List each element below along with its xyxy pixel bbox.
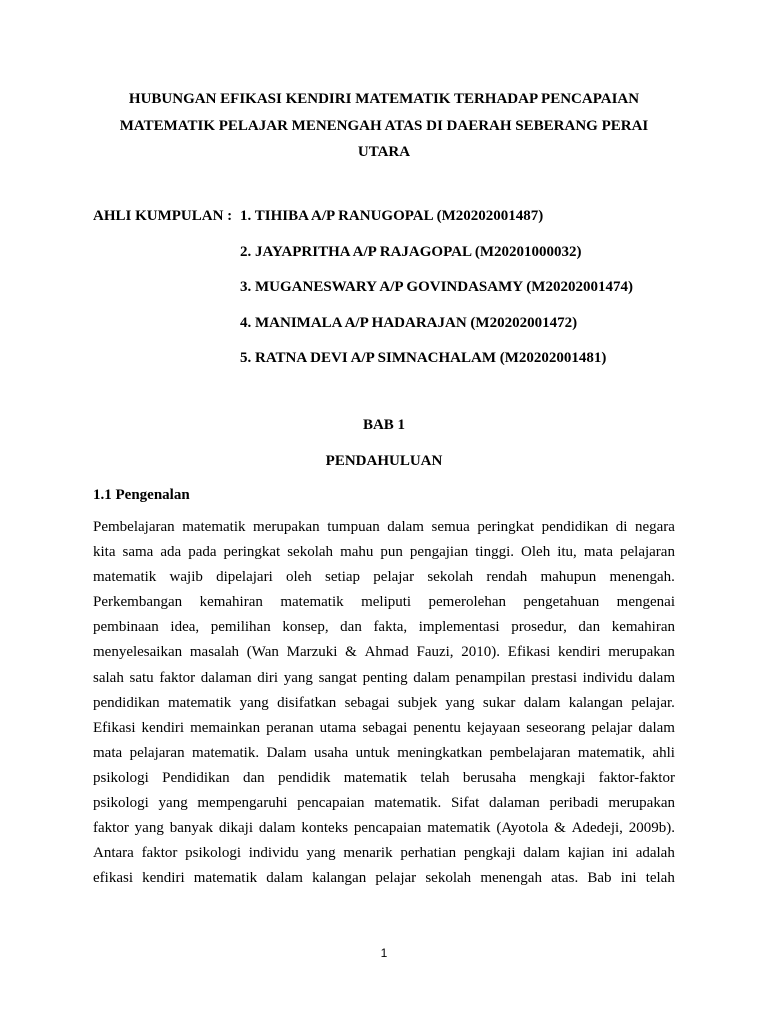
chapter-title: PENDAHULUAN bbox=[325, 453, 443, 469]
paragraph-line: Perkembangan kemahiran matematik meliputi pemerolehan pengetahuan mengenai bbox=[93, 594, 675, 611]
paragraph-line: efikasi kendiri matematik dalam kalangan pelajar sekolah menengah atas. Bab ini telah bbox=[93, 870, 675, 887]
paragraph-line: Pembelajaran matematik merupakan tumpuan dalam semua peringkat pendidikan di negara bbox=[93, 519, 675, 535]
paragraph-line: Efikasi kendiri memainkan peranan utama sebagai penentu kejayaan seseorang pelajar dalam bbox=[93, 719, 675, 736]
paragraph-line: salah satu faktor dalaman diri yang sangat penting dalam penampilan prestasi individu dalam bbox=[93, 669, 675, 686]
paragraph-line: faktor yang banyak dikaji dalam konteks pencapaian matematik (Ayotola & Adedeji, 2009b). bbox=[93, 820, 675, 837]
chapter-number: BAB 1 bbox=[362, 417, 406, 433]
member-row bbox=[93, 242, 693, 278]
member-row bbox=[93, 348, 693, 384]
document-title bbox=[93, 86, 675, 166]
paragraph-line: matematik wajib dipelajari oleh setiap pelajar sekolah rendah mahupun menengah. bbox=[93, 569, 675, 586]
paragraph-line: Antara faktor psikologi individu yang menarik perhatian pengkaji dalam kajian ini adalah bbox=[93, 845, 675, 862]
member-name: 4. MANIMALA A/P HADARAJAN (M20202001472) bbox=[240, 314, 578, 331]
member-name: 5. RATNA DEVI A/P SIMNACHALAM (M20202001481) bbox=[240, 350, 607, 366]
paragraph-line: mata pelajaran matematik. Dalam usaha untuk meningkatkan pembelajaran matematik, ahli bbox=[93, 744, 675, 761]
member-name: 1. TIHIBA A/P RANUGOPAL (M20202001487) bbox=[240, 208, 544, 224]
member-row bbox=[93, 313, 693, 349]
paragraph-line: menyelesaikan masalah (Wan Marzuki & Ahmad Fauzi, 2010). Efikasi kendiri merupakan bbox=[93, 644, 675, 661]
paragraph-line: kita sama ada pada peringkat sekolah mahu pun pengajian tinggi. Oleh itu, mata pelajaran bbox=[93, 544, 675, 561]
member-row bbox=[93, 277, 693, 313]
paragraph-line: pendidikan matematik yang disifatkan sebagai subjek yang sukar dalam kalangan pelajar. bbox=[93, 694, 675, 711]
member-name: 3. MUGANESWARY A/P GOVINDASAMY (M20202001474) bbox=[240, 279, 633, 295]
member-name: 2. JAYAPRITHA A/P RAJAGOPAL (M20201000032) bbox=[240, 243, 582, 260]
title-line-1: HUBUNGAN EFIKASI KENDIRI MATEMATIK TERHADAP PENCAPAIAN bbox=[128, 91, 640, 107]
paragraph-line: psikologi Pendidikan dan pendidik matematik telah berusaha mengkaji faktor-faktor bbox=[93, 769, 675, 786]
introduction-paragraph bbox=[93, 515, 675, 891]
group-members bbox=[93, 206, 693, 384]
section-heading: 1.1 Pengenalan bbox=[93, 487, 190, 503]
paragraph-line: pembinaan idea, pemilihan konsep, dan fakta, implementasi prosedur, dan kemahiran bbox=[93, 619, 675, 636]
members-label: AHLI KUMPULAN : bbox=[93, 208, 233, 224]
title-line-2: MATEMATIK PELAJAR MENENGAH ATAS DI DAERAH SEBERANG PERAI bbox=[119, 117, 649, 134]
member-row bbox=[93, 206, 693, 242]
page-number: 1 bbox=[380, 946, 388, 960]
paragraph-line: psikologi yang mempengaruhi pencapaian matematik. Sifat dalaman peribadi merupakan bbox=[93, 795, 675, 812]
title-line-3: UTARA bbox=[357, 144, 411, 160]
